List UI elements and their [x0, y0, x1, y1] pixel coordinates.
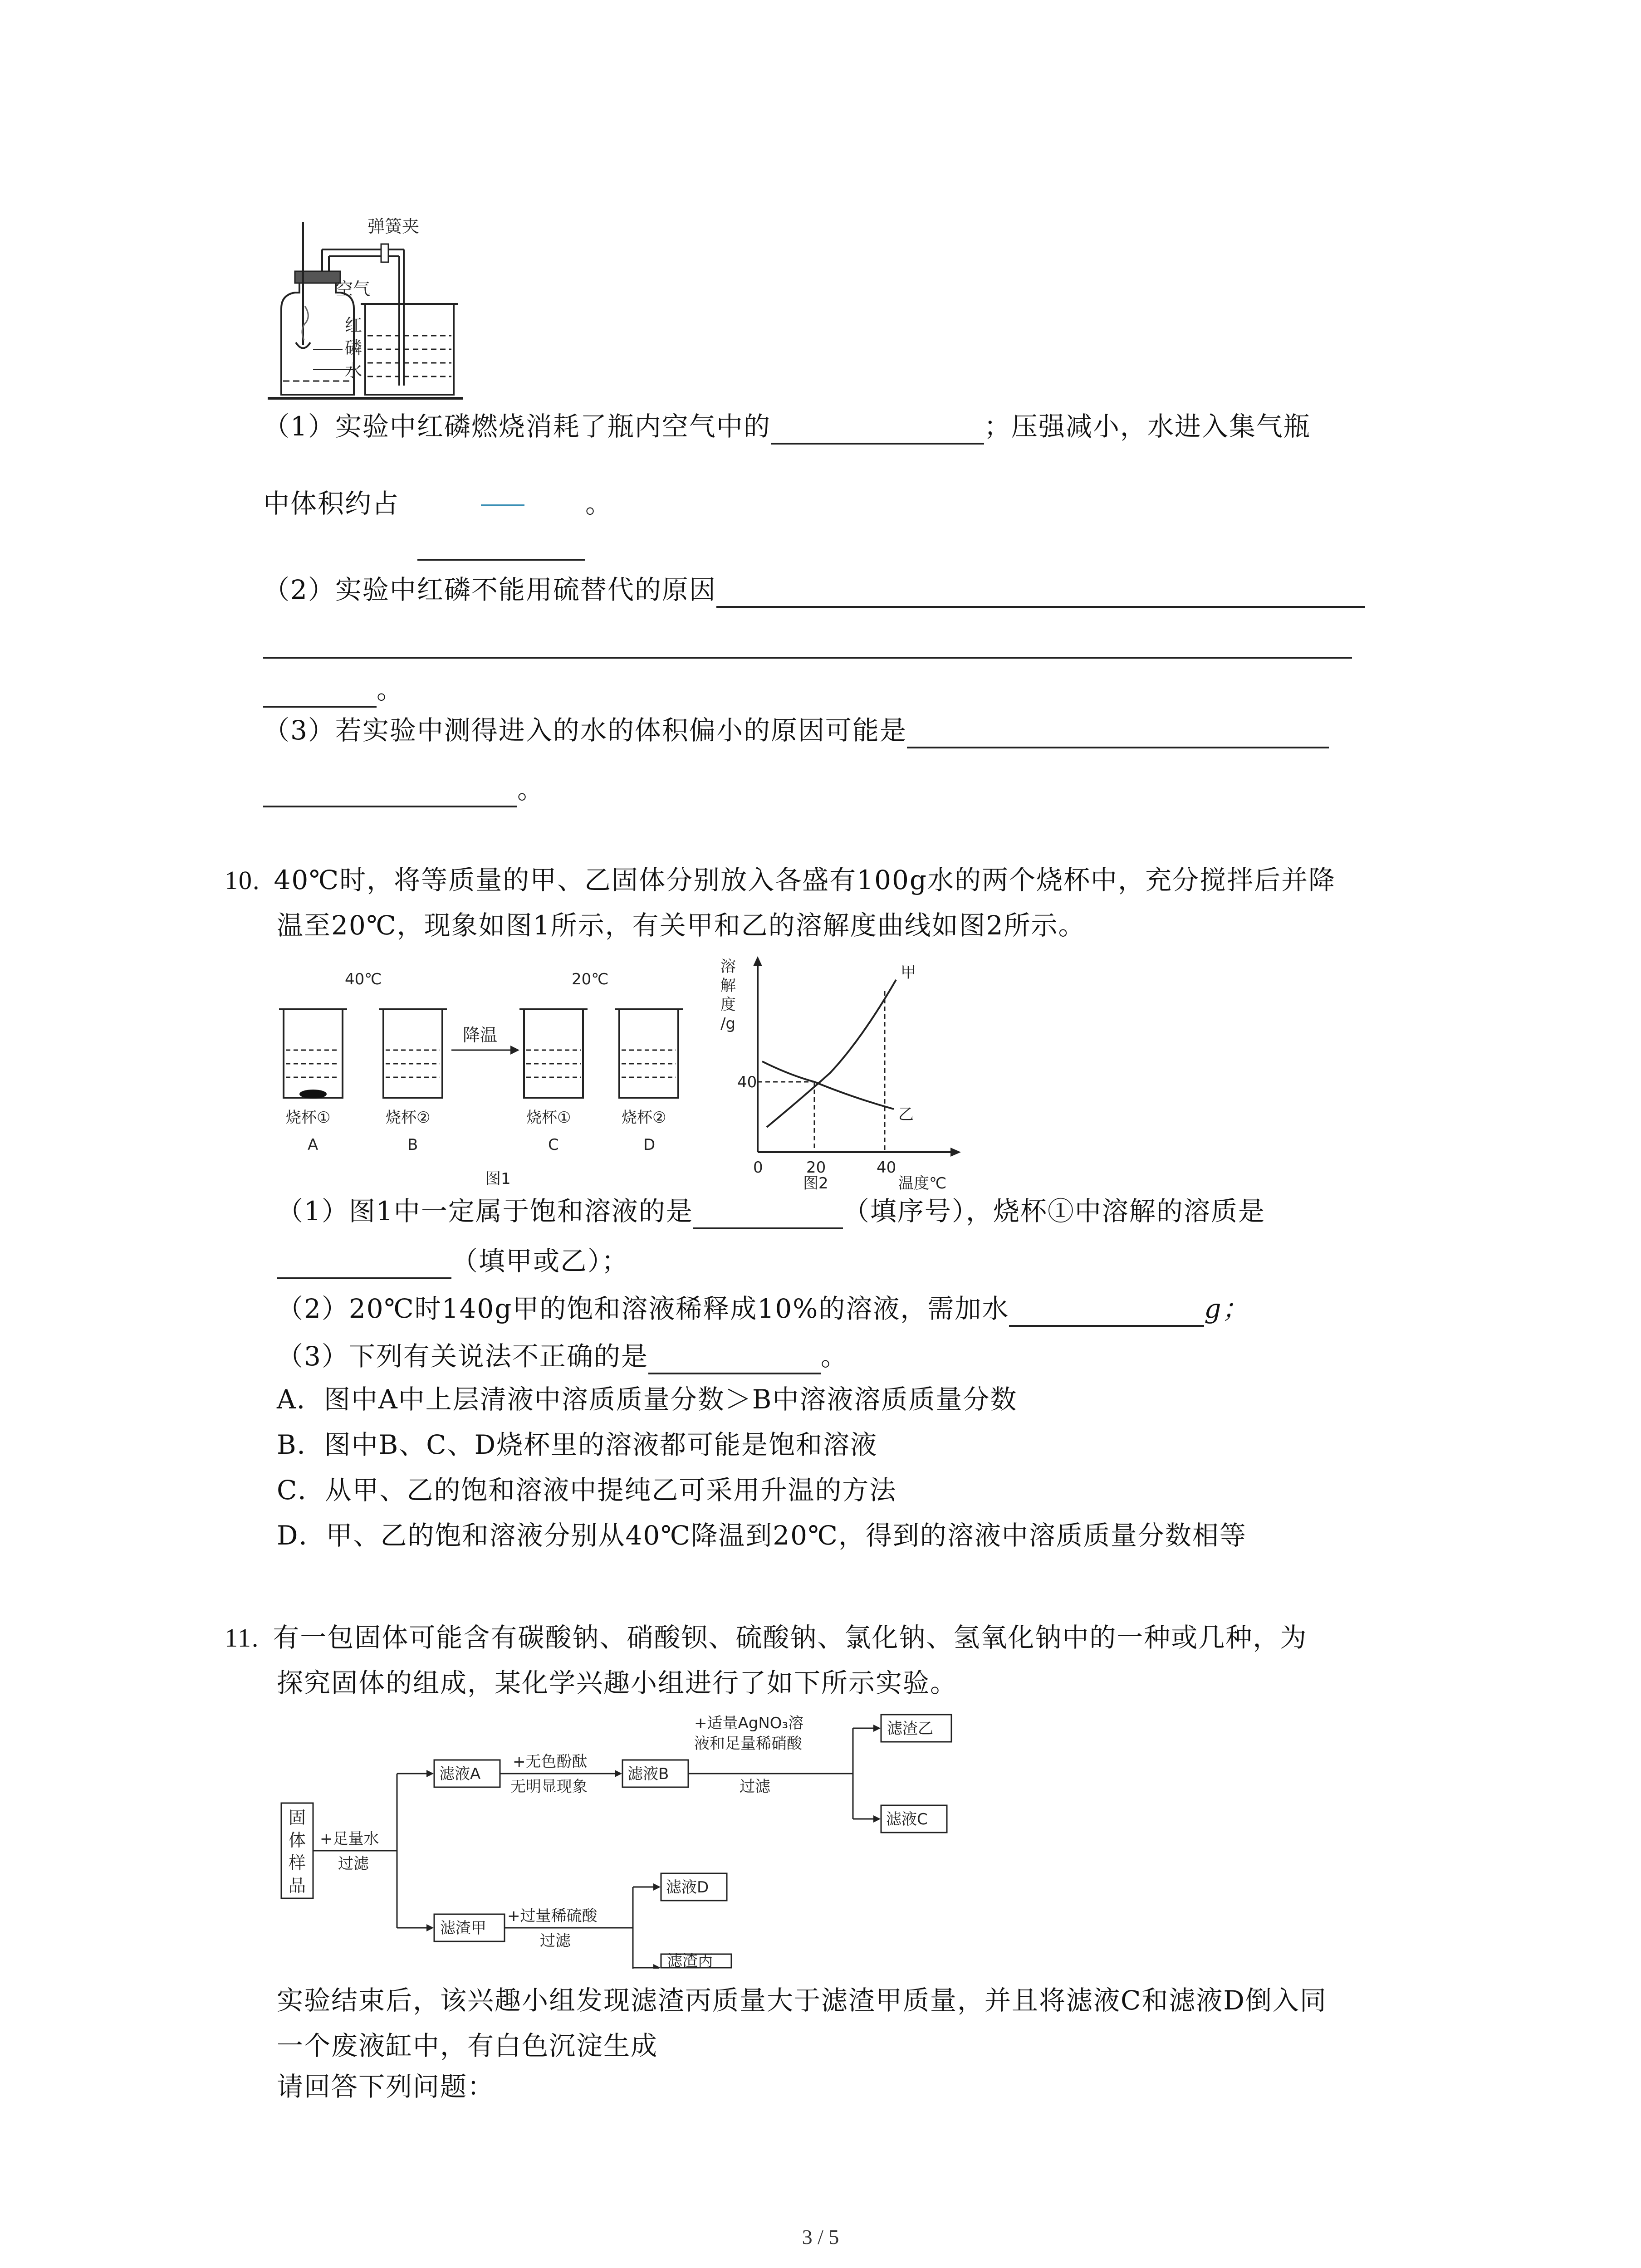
- q9-part2-line3: 。: [263, 671, 404, 708]
- curve-jia: [767, 980, 896, 1127]
- clip-label: 弹簧夹: [367, 216, 420, 236]
- q11-after-line2: [277, 2028, 658, 2064]
- q10-stem-text-2: 温至20℃，现象如图1所示，有关甲和乙的溶解度曲线如图2所示。: [277, 910, 1086, 941]
- fig2-ylabel-4: /g: [720, 1015, 736, 1033]
- answer-blank[interactable]: [417, 559, 585, 561]
- q10-option-a[interactable]: A．图中A中上层清液中溶质质量分数＞B中溶液溶质质量分数: [277, 1384, 1018, 1415]
- filtrate-c: 滤液C: [886, 1810, 928, 1828]
- beaker-name-b: 烧杯②: [386, 1109, 431, 1127]
- filtrate-b: 滤液B: [627, 1765, 669, 1783]
- filtrate-a: 滤液A: [439, 1765, 481, 1783]
- q9-part1-line2: [263, 485, 399, 522]
- fig1-temp-20: 20℃: [572, 970, 609, 988]
- fig2-caption: 图2: [803, 1174, 828, 1193]
- q10-part2-text: （2）20℃时140g甲的饱和溶液稀释成10%的溶液，需加水: [277, 1293, 1009, 1324]
- q11-stem-text-1: 有一包固体可能含有碳酸钠、硝酸钡、硫酸钠、氯化钠、氢氧化钠中的一种或几种，为: [273, 1622, 1308, 1653]
- step4-top: +过量稀硫酸: [507, 1907, 598, 1925]
- figure-2-solubility-curves: [717, 953, 971, 1198]
- q11-stem-line1: [225, 1619, 1307, 1656]
- answer-blank[interactable]: [277, 1249, 451, 1279]
- fig1-caption: 图1: [485, 1170, 511, 1188]
- q9-part3-line2: 。: [263, 771, 544, 807]
- q11-stem-line2: [277, 1665, 957, 1701]
- answer-blank[interactable]: [263, 657, 1352, 659]
- q10-option-b[interactable]: B．图中B、C、D烧杯里的溶液都可能是饱和溶液: [277, 1429, 878, 1460]
- q9-part2-text: （2）实验中红磷不能用硫替代的原因: [263, 574, 716, 605]
- beaker-d: [615, 1009, 683, 1098]
- step2-top: +无色酚酞: [513, 1753, 588, 1771]
- q11-after-text-1: 实验结束后，该兴趣小组发现滤渣丙质量大于滤渣甲质量，并且将滤液C和滤液D倒入同: [277, 1985, 1327, 2016]
- answer-blank[interactable]: [771, 415, 984, 445]
- q9-part2-line1: [263, 572, 1365, 608]
- phosphorus-label-1: 红: [345, 315, 362, 335]
- answer-blank[interactable]: [648, 1344, 821, 1374]
- sample-char-4: 品: [289, 1876, 306, 1896]
- q10-stem-text-1: 40℃时，将等质量的甲、乙固体分别放入各盛有100g水的两个烧杯中，充分搅拌后并降: [274, 865, 1336, 895]
- page-number: 3 / 5: [802, 2225, 839, 2248]
- phosphorus-label-2: 磷: [345, 338, 362, 358]
- q10-part1-text-b: （填序号），烧杯①中溶解的溶质是: [843, 1196, 1265, 1227]
- q10-part3-text: （3）下列有关说法不正确的是: [277, 1341, 648, 1372]
- figure-1-beakers: [272, 966, 708, 1193]
- air-label: 空气: [336, 279, 371, 299]
- filtrate-d: 滤液D: [666, 1878, 709, 1897]
- q11-after-line1: [277, 1982, 1327, 2019]
- fig2-ylabel-1: 溶: [720, 958, 736, 976]
- q10-part3-line: （3）下列有关说法不正确的是 。: [277, 1338, 848, 1374]
- q10-part1-line2: [277, 1243, 629, 1279]
- step2-bottom: 无明显现象: [510, 1778, 588, 1796]
- curve-jia-label: 甲: [901, 963, 916, 982]
- q11-after-text-2: 一个废液缸中，有白色沉淀生成: [277, 2030, 658, 2061]
- residue-yi: 滤渣乙: [887, 1720, 933, 1738]
- red-phosphorus-apparatus-figure: [268, 213, 522, 404]
- q10-part1-text-c: （填甲或乙）；: [451, 1246, 629, 1276]
- beaker-name-c: 烧杯①: [526, 1109, 571, 1127]
- fig1-arrow-label: 降温: [463, 1025, 498, 1045]
- fig2-xtick-40: 40: [877, 1158, 896, 1177]
- answer-blank[interactable]: [693, 1199, 843, 1229]
- q9-part1-end: 。: [585, 488, 613, 519]
- water-label: 水: [345, 361, 362, 381]
- fraction-bar: [481, 504, 524, 506]
- answer-blank[interactable]: [1009, 1297, 1204, 1327]
- fig2-xtick-20: 20: [806, 1158, 826, 1177]
- q9-part1-text-b: ；压强减小，水进入集气瓶: [984, 411, 1311, 442]
- answer-blank[interactable]: [263, 777, 517, 807]
- q10-option-c[interactable]: C．从甲、乙的饱和溶液中提纯乙可采用升温的方法: [277, 1475, 897, 1505]
- q11-number: 11.: [225, 1623, 260, 1652]
- curve-yi: [762, 1061, 894, 1109]
- beaker-name-a: 烧杯①: [286, 1109, 331, 1127]
- sample-char-1: 固: [289, 1808, 306, 1828]
- beaker-name-d: 烧杯②: [622, 1109, 666, 1127]
- fig2-ytick-40: 40: [737, 1073, 757, 1091]
- step1-top: +足量水: [320, 1830, 379, 1848]
- q9-part1-text-a: （1）实验中红磷燃烧消耗了瓶内空气中的: [263, 411, 771, 442]
- sample-char-2: 体: [289, 1830, 306, 1850]
- sample-char-3: 样: [289, 1853, 306, 1873]
- fig2-ylabel-3: 度: [720, 996, 736, 1014]
- step3-line3: 过滤: [740, 1778, 770, 1796]
- answer-blank[interactable]: [263, 678, 377, 708]
- fig1-temp-40: 40℃: [345, 970, 382, 988]
- q11-stem-text-2: 探究固体的组成，某化学兴趣小组进行了如下所示实验。: [277, 1667, 958, 1698]
- beaker-letter-a: A: [308, 1136, 318, 1154]
- step4-bottom: 过滤: [540, 1932, 571, 1950]
- curve-yi-label: 乙: [898, 1105, 914, 1124]
- q11-flowchart: [272, 1706, 980, 1969]
- beaker-letter-b: B: [407, 1136, 418, 1154]
- residue-jia: 滤渣甲: [440, 1919, 486, 1937]
- fig2-xtick-0: 0: [753, 1158, 763, 1177]
- q10-number: 10.: [225, 865, 260, 895]
- q10-stem-line2: [277, 907, 1086, 943]
- step1-bottom: 过滤: [338, 1855, 369, 1873]
- q10-part1-line1: [277, 1193, 1265, 1229]
- q9-part1-text-c: 中体积约占: [263, 488, 400, 519]
- residue-bing: 滤渣丙: [667, 1952, 713, 1969]
- q11-after-line3: [277, 2068, 495, 2105]
- beaker-letter-c: C: [548, 1136, 559, 1154]
- answer-blank[interactable]: [716, 578, 1365, 608]
- q9-part3-line1: [263, 712, 1329, 748]
- beaker-letter-d: D: [643, 1136, 656, 1154]
- q10-option-d[interactable]: D．甲、乙的饱和溶液分别从40℃降温到20℃，得到的溶液中溶质质量分数相等: [277, 1520, 1247, 1551]
- q10-stem-line1: [225, 862, 1336, 899]
- beaker-b: [379, 1009, 447, 1098]
- step3-line2: 液和足量稀硝酸: [694, 1735, 802, 1753]
- q10-part2-unit: g；: [1204, 1293, 1249, 1324]
- q10-part2-line: [277, 1290, 1249, 1327]
- q11-after-text-3: 请回答下列问题：: [277, 2071, 495, 2102]
- answer-blank[interactable]: [907, 719, 1329, 748]
- fig2-xlabel: 温度℃: [898, 1174, 947, 1193]
- q9-part1-line1: [263, 408, 1311, 445]
- beaker-a: [279, 1009, 347, 1099]
- beaker-c: [519, 1009, 588, 1098]
- step3-line1: +适量AgNO₃溶: [694, 1714, 804, 1732]
- q10-part1-text-a: （1）图1中一定属于饱和溶液的是: [277, 1196, 693, 1227]
- q9-part3-text: （3）若实验中测得进入的水的体积偏小的原因可能是: [263, 715, 907, 746]
- fig2-ylabel-2: 解: [720, 977, 736, 995]
